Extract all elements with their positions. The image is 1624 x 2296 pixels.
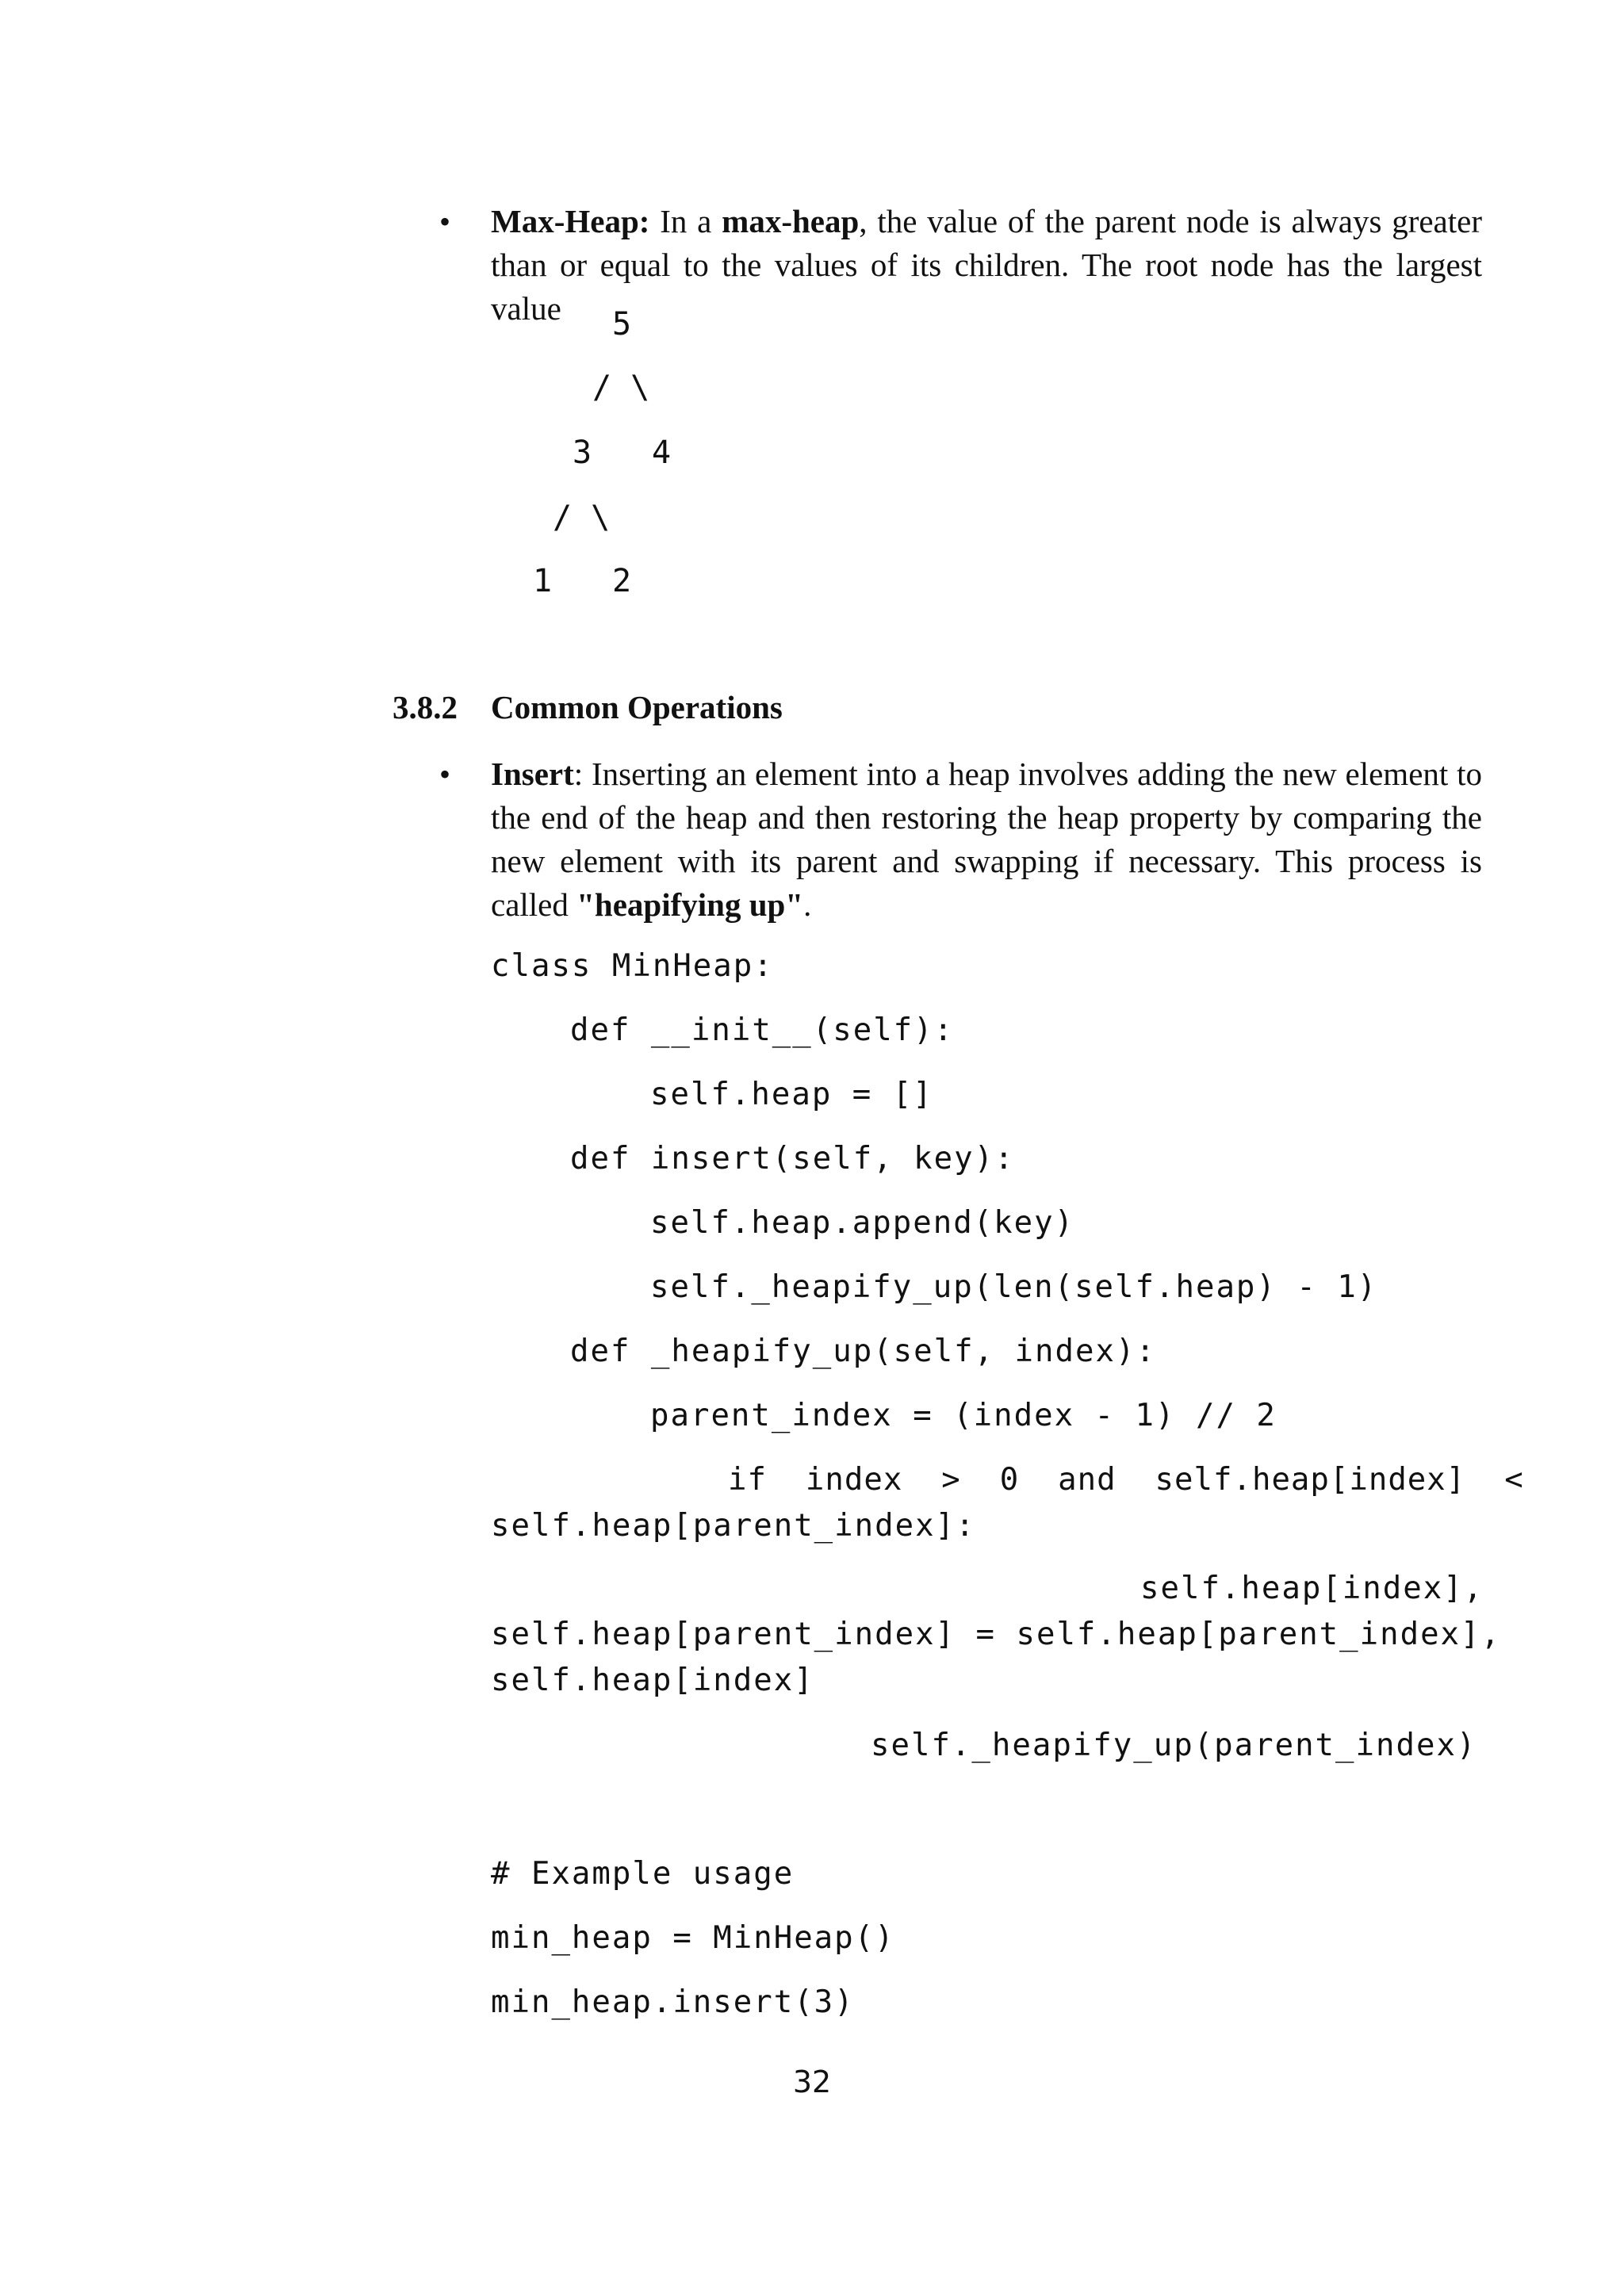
code-line: def __init__(self): — [570, 1012, 955, 1048]
max-heap-paragraph — [491, 200, 1482, 331]
section-title: Common Operations — [491, 689, 783, 725]
tree-node: 3 — [573, 434, 592, 471]
tree-branch: / \ — [553, 499, 611, 536]
max-heap-term: Max-Heap: — [491, 203, 650, 239]
tree-node: 1 — [533, 563, 553, 599]
code-line: self.heap[index] — [491, 1663, 814, 1698]
code-line: self.heap[parent_index]: — [491, 1508, 976, 1544]
code-line: if index > 0 and self.heap[index] < — [728, 1462, 1524, 1498]
code-line: self.heap = [] — [650, 1077, 933, 1112]
code-line: self._heapify_up(len(self.heap) - 1) — [650, 1269, 1378, 1305]
bullet-marker: • — [439, 756, 451, 792]
code-line: def insert(self, key): — [570, 1141, 1015, 1177]
insert-paragraph — [491, 752, 1482, 927]
code-comment: # Example usage — [491, 1856, 795, 1892]
code-line: min_heap.insert(3) — [491, 1984, 855, 2020]
code-line: class MinHeap: — [491, 948, 774, 984]
section-number: 3.8.2 — [393, 689, 458, 725]
heapifying-up-term: "heapifying up" — [576, 886, 804, 923]
tree-root-node: 5 — [612, 306, 632, 342]
max-heap-text: , the value of the parent node is always greater than or equal to the values of its children. The root node has the largest value — [491, 203, 1482, 327]
bullet-marker: • — [439, 204, 451, 239]
page-number: 32 — [792, 2064, 832, 2099]
code-line: def _heapify_up(self, index): — [570, 1334, 1156, 1369]
code-line: self.heap.append(key) — [650, 1205, 1075, 1241]
insert-text-end: . — [803, 886, 812, 923]
max-heap-text: In a — [649, 203, 722, 239]
insert-term: Insert — [491, 756, 574, 792]
code-line: self.heap[parent_index] = self.heap[parent_index], — [491, 1617, 1501, 1652]
code-line: self._heapify_up(parent_index) — [871, 1728, 1477, 1763]
insert-text: : Inserting an element into a heap involves adding the new element to the end of the heap and then restoring the heap property by comparing the new element with its parent and swapping if necessary. This process is called — [491, 756, 1482, 923]
tree-node: 2 — [612, 563, 632, 599]
code-line: self.heap[index], — [1140, 1571, 1484, 1606]
tree-node: 4 — [652, 434, 672, 471]
max-heap-term-inline: max-heap — [722, 203, 860, 239]
code-line: parent_index = (index - 1) // 2 — [650, 1398, 1277, 1433]
code-line: min_heap = MinHeap() — [491, 1920, 895, 1956]
tree-branch: / \ — [592, 369, 650, 406]
